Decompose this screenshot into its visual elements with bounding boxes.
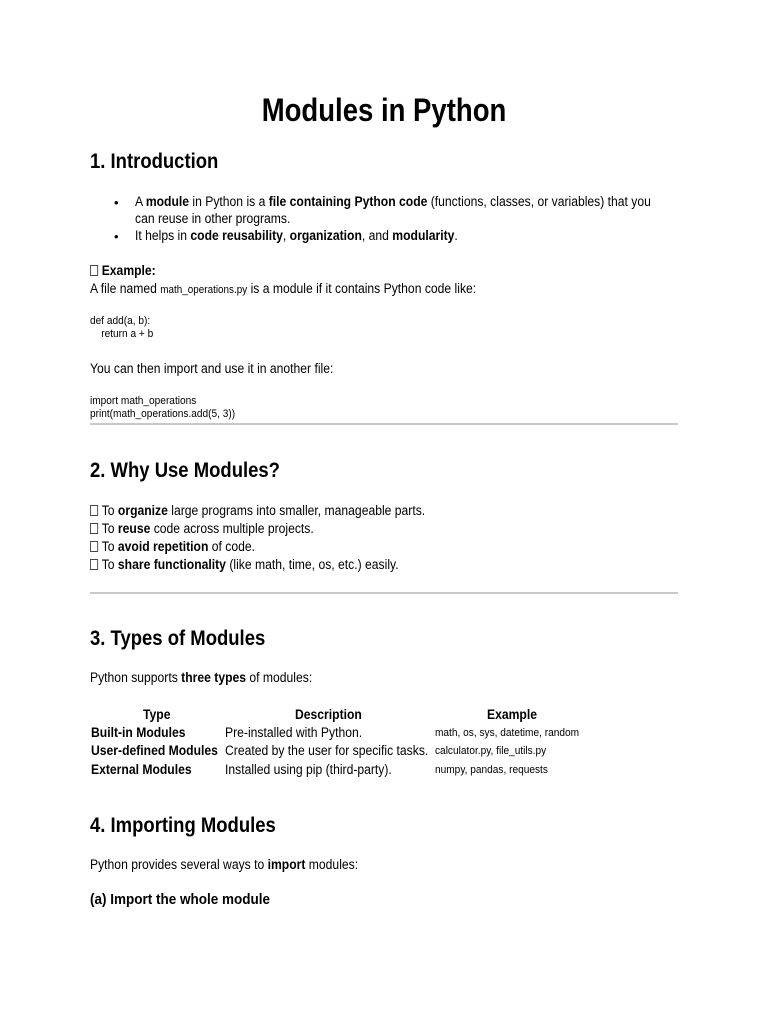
page-title: Modules in Python [261, 92, 507, 128]
table-cell-example: calculator.py, file_utils.py [435, 745, 547, 757]
intro-bullet-1: A module in Python is a file containing Python code (functions, classes, or variables) that you [135, 194, 651, 209]
table-cell-example: numpy, pandas, requests [435, 764, 548, 776]
section-heading-importing-modules: 4. Importing Modules [90, 814, 276, 837]
list-item: To organize large programs into smaller, manageable parts. [90, 503, 425, 518]
table-cell-type: External Modules [91, 762, 192, 777]
list-item: To avoid repetition of code. [90, 539, 255, 554]
horizontal-rule [90, 592, 678, 594]
table-cell-type: User-defined Modules [91, 743, 218, 758]
code-line: def add(a, b): [90, 315, 151, 327]
example-label: Example: [90, 263, 156, 278]
section-heading-why-use-modules: 2. Why Use Modules? [90, 459, 280, 482]
missing-glyph-icon [90, 505, 98, 516]
missing-glyph-icon [90, 541, 98, 552]
table-cell-type: Built-in Modules [91, 725, 186, 740]
paragraph: You can then import and use it in another file: [90, 361, 334, 376]
list-item: To reuse code across multiple projects. [90, 521, 314, 536]
section-heading-types-of-modules: 3. Types of Modules [90, 627, 266, 650]
bullet-marker: • [114, 229, 119, 244]
missing-glyph-icon [90, 523, 98, 534]
paragraph: Python provides several ways to import modules: [90, 857, 359, 872]
table-cell-example: math, os, sys, datetime, random [435, 727, 580, 739]
intro-bullet-2: It helps in code reusability, organization, and modularity. [135, 228, 458, 243]
example-text: A file named math_operations.py is a module if it contains Python code like: [90, 281, 477, 296]
bullet-marker: • [114, 195, 119, 210]
list-item: To share functionality (like math, time, os, etc.) easily. [90, 557, 399, 572]
table-header: Example [487, 707, 537, 722]
missing-glyph-icon [90, 559, 98, 570]
section-heading-introduction: 1. Introduction [90, 150, 219, 173]
code-line: return a + b [90, 328, 154, 340]
subheading-import-whole-module: (a) Import the whole module [90, 891, 271, 908]
horizontal-rule [90, 423, 678, 425]
filename-inline: math_operations.py [160, 284, 248, 296]
code-line: import math_operations [90, 395, 197, 407]
table-cell-description: Pre-installed with Python. [225, 725, 363, 740]
table-cell-description: Installed using pip (third-party). [225, 762, 392, 777]
table-cell-description: Created by the user for specific tasks. [225, 743, 429, 758]
table-header: Description [295, 707, 362, 722]
table-header: Type [143, 707, 171, 722]
code-line: print(math_operations.add(5, 3)) [90, 408, 236, 420]
missing-glyph-icon [90, 265, 98, 276]
intro-bullet-1-continued: can reuse in other programs. [135, 211, 291, 226]
paragraph: Python supports three types of modules: [90, 670, 313, 685]
